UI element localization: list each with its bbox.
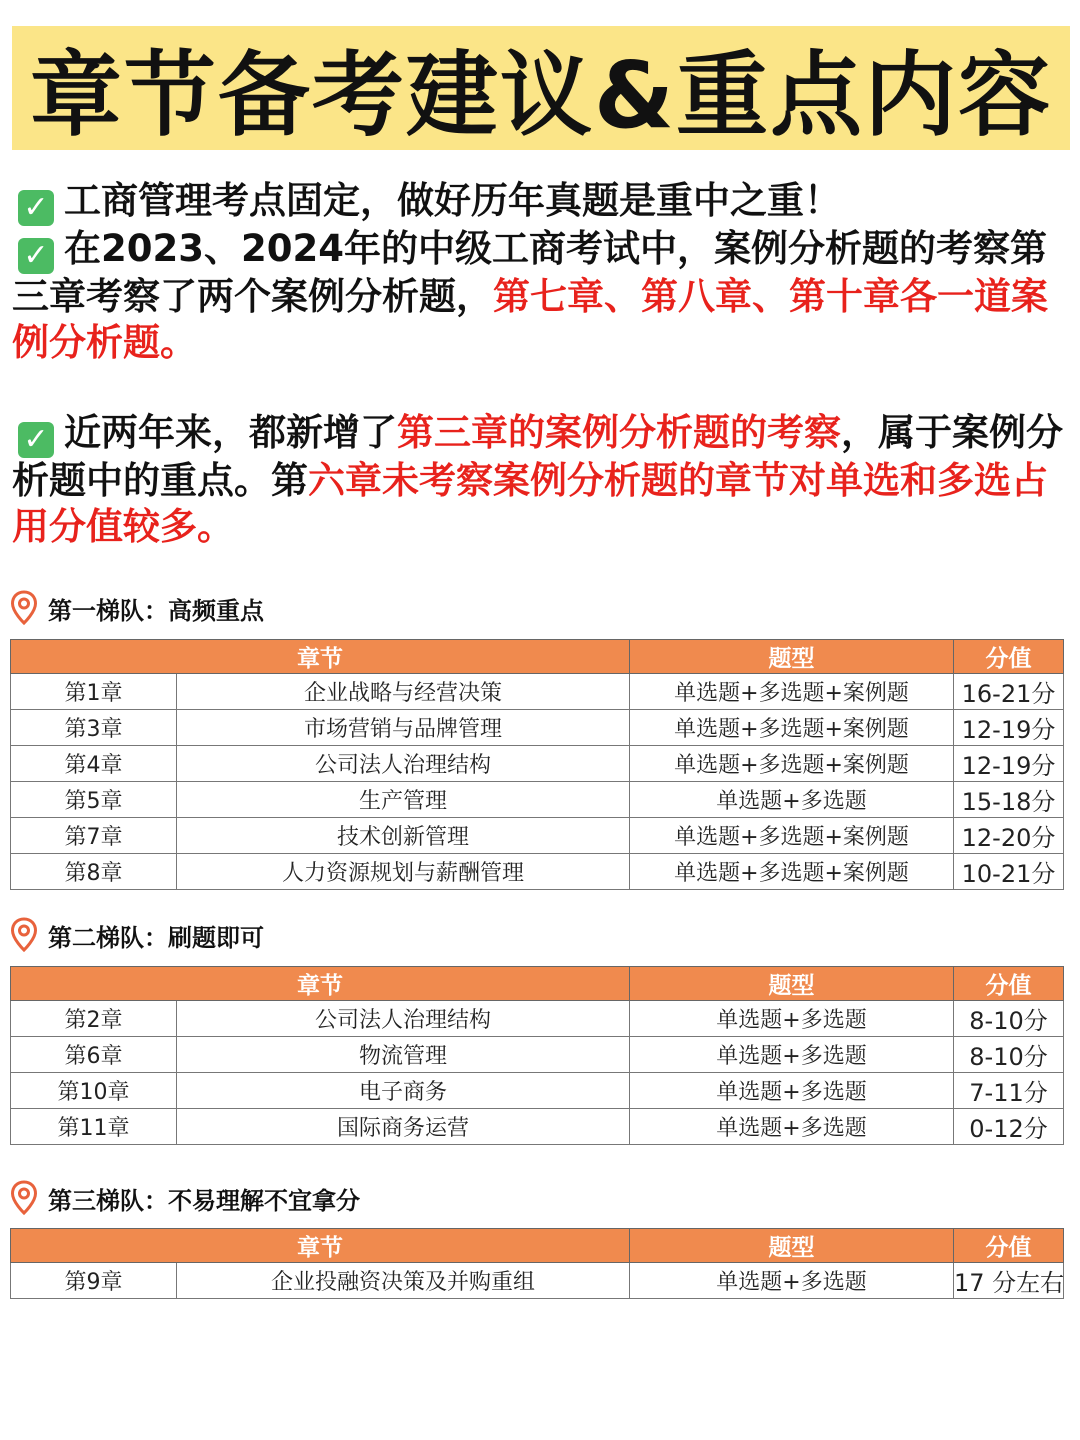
question-type: 单选题+多选题 [630, 1263, 954, 1299]
question-type: 单选题+多选题+案例题 [630, 818, 954, 854]
table-header-row [11, 1229, 1064, 1263]
table-row [11, 1109, 1064, 1145]
intro-paragraph-3 [12, 410, 1070, 550]
chapter-name: 市场营销与品牌管理 [177, 710, 630, 746]
intro-p3-highlight-1: 第三章的案例分析题的考察 [397, 411, 841, 454]
header-score: 分值 [954, 1229, 1064, 1263]
score-range: 10-21分 [954, 854, 1064, 890]
chapter-number: 第6章 [11, 1037, 177, 1073]
header-score: 分值 [954, 967, 1064, 1001]
table-row [11, 1263, 1064, 1299]
question-type: 单选题+多选题 [630, 782, 954, 818]
question-type: 单选题+多选题 [630, 1109, 954, 1145]
chapter-number: 第10章 [11, 1073, 177, 1109]
score-range: 16-21分 [954, 674, 1064, 710]
question-type: 单选题+多选题 [630, 1001, 954, 1037]
chapter-number: 第8章 [11, 854, 177, 890]
score-range: 7-11分 [954, 1073, 1064, 1109]
chapter-number: 第1章 [11, 674, 177, 710]
chapter-number: 第7章 [11, 818, 177, 854]
check-icon: ✓ [18, 422, 54, 458]
table-row [11, 674, 1064, 710]
table-header-row [11, 640, 1064, 674]
intro-text [12, 178, 1070, 550]
score-range: 0-12分 [954, 1109, 1064, 1145]
title-banner [12, 26, 1070, 150]
page-title: 章节备考建议&重点内容 [29, 42, 1053, 149]
tier-2-title: 第二梯队：刷题即可 [48, 923, 264, 952]
tier-1-title: 第一梯队：高频重点 [48, 596, 264, 625]
score-range: 17 分左右 [954, 1263, 1064, 1299]
intro-p3-highlight-2: 六章未考察案例分析题的章节对单选和多选占用分值较多。 [12, 459, 1048, 548]
question-type: 单选题+多选题+案例题 [630, 710, 954, 746]
question-type: 单选题+多选题+案例题 [630, 674, 954, 710]
chapter-number: 第3章 [11, 710, 177, 746]
intro-paragraph-1 [12, 178, 1070, 226]
location-pin-icon [10, 917, 38, 953]
chapter-number: 第5章 [11, 782, 177, 818]
chapter-name: 公司法人治理结构 [177, 746, 630, 782]
score-range: 8-10分 [954, 1001, 1064, 1037]
chapter-number: 第4章 [11, 746, 177, 782]
chapter-number: 第11章 [11, 1109, 177, 1145]
header-chapter: 章节 [11, 1229, 630, 1263]
table-row [11, 782, 1064, 818]
table-row [11, 710, 1064, 746]
table-row [11, 854, 1064, 890]
header-score: 分值 [954, 640, 1064, 674]
score-range: 12-20分 [954, 818, 1064, 854]
header-type: 题型 [630, 1229, 954, 1263]
chapter-name: 技术创新管理 [177, 818, 630, 854]
chapter-name: 企业战略与经营决策 [177, 674, 630, 710]
table-row [11, 1073, 1064, 1109]
tier-2-heading [10, 917, 264, 953]
intro-p3-text-2: ，属于案例分析题中的重点。第 [12, 411, 1063, 502]
score-range: 12-19分 [954, 746, 1064, 782]
question-type: 单选题+多选题 [630, 1073, 954, 1109]
score-range: 15-18分 [954, 782, 1064, 818]
header-chapter: 章节 [11, 640, 630, 674]
chapter-name: 企业投融资决策及并购重组 [177, 1263, 630, 1299]
score-range: 12-19分 [954, 710, 1064, 746]
table-row [11, 818, 1064, 854]
tier-3-table [10, 1228, 1064, 1299]
tier-1-heading [10, 590, 264, 626]
header-type: 题型 [630, 967, 954, 1001]
chapter-name: 人力资源规划与薪酬管理 [177, 854, 630, 890]
question-type: 单选题+多选题 [630, 1037, 954, 1073]
table-row [11, 746, 1064, 782]
intro-p3-text-1: 近两年来，都新增了 [64, 411, 397, 454]
table-row [11, 1001, 1064, 1037]
table-row [11, 1037, 1064, 1073]
check-icon: ✓ [18, 238, 54, 274]
chapter-name: 国际商务运营 [177, 1109, 630, 1145]
tier-3-title: 第三梯队：不易理解不宜拿分 [48, 1186, 360, 1215]
question-type: 单选题+多选题+案例题 [630, 854, 954, 890]
intro-p2-text: 在2023、2024年的中级工商考试中，案例分析题的考察第三章考察了两个案例分析题， [12, 227, 1047, 318]
tier-3-heading [10, 1180, 360, 1216]
header-chapter: 章节 [11, 967, 630, 1001]
tier-1-table [10, 639, 1064, 890]
check-icon: ✓ [18, 190, 54, 226]
intro-paragraph-2 [12, 226, 1070, 366]
chapter-name: 电子商务 [177, 1073, 630, 1109]
score-range: 8-10分 [954, 1037, 1064, 1073]
intro-p1-text: 工商管理考点固定，做好历年真题是重中之重！ [64, 179, 841, 222]
table-header-row [11, 967, 1064, 1001]
location-pin-icon [10, 1180, 38, 1216]
tier-2-table [10, 966, 1064, 1145]
chapter-name: 公司法人治理结构 [177, 1001, 630, 1037]
location-pin-icon [10, 590, 38, 626]
question-type: 单选题+多选题+案例题 [630, 746, 954, 782]
intro-p2-highlight: 第七章、第八章、第十章各一道案例分析题。 [12, 275, 1048, 364]
chapter-number: 第9章 [11, 1263, 177, 1299]
chapter-number: 第2章 [11, 1001, 177, 1037]
chapter-name: 生产管理 [177, 782, 630, 818]
header-type: 题型 [630, 640, 954, 674]
chapter-name: 物流管理 [177, 1037, 630, 1073]
